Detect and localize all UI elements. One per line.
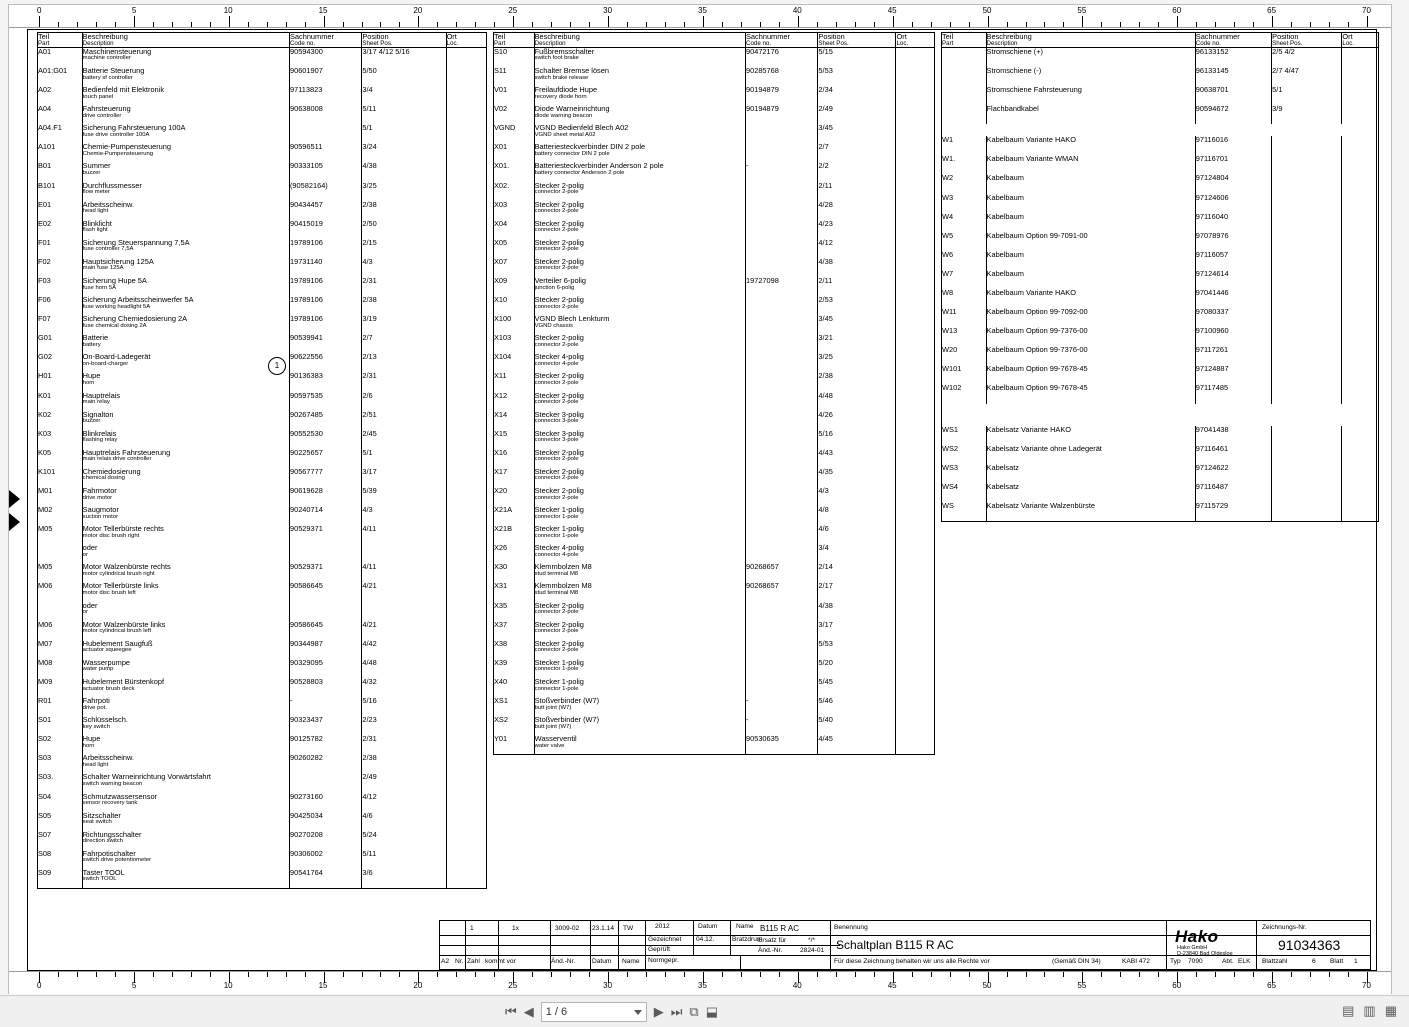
table-row: W101 Kabelbaum Option 99-7678-45 97124887 bbox=[942, 365, 1378, 384]
marker-arrow-bottom bbox=[9, 513, 20, 531]
table-row: Flachbandkabel 90594672 3/9 bbox=[942, 105, 1378, 124]
zeichnungs-nr-value: 91034363 bbox=[1278, 937, 1341, 953]
viewer-toolbar bbox=[0, 995, 1409, 1027]
table-row: Stromschiene (-) 96133145 2/7 4/47 bbox=[942, 67, 1378, 86]
label-geprueft: Geprüft bbox=[648, 946, 670, 953]
table-row: X20 Stecker 2-polig connector 2-pole 4/3 bbox=[494, 487, 934, 506]
table-row: W13 Kabelbaum Option 99-7376-00 97100960 bbox=[942, 327, 1378, 346]
foot-zahl: Zahl bbox=[467, 958, 480, 965]
table-row: X17 Stecker 2-polig connector 2-pole 4/35 bbox=[494, 468, 934, 487]
table-row: S03. Schalter Warneinrichtung Vorwärtsfahrt switch warning beacon 2/49 bbox=[38, 773, 486, 792]
table-row: V01 Freilaufdiode Hupe recovery diode horn 90194879 2/34 bbox=[494, 86, 934, 105]
table-row: X21A Stecker 1-polig connector 1-pole 4/8 bbox=[494, 506, 934, 525]
table-row: X07 Stecker 2-polig connector 2-pole 4/38 bbox=[494, 258, 934, 277]
table-row: X104 Stecker 4-polig connector 4-pole 3/25 bbox=[494, 353, 934, 372]
table-row: W6 Kabelbaum 97116057 bbox=[942, 251, 1378, 270]
table-row: S03 Arbeitsscheinw. head light 90260282 2/38 bbox=[38, 754, 486, 773]
table-row: F06 Sicherung Arbeitsscheinwerfer 5A fuse working headlight 5A 19789106 2/38 bbox=[38, 296, 486, 315]
table-row: A02 Bedienfeld mit Elektronik touch panel 97113823 3/4 bbox=[38, 86, 486, 105]
label-ersatz-fuer: Ersatz für bbox=[758, 937, 787, 944]
label-normgepr: Normgepr. bbox=[648, 957, 679, 964]
gezeichnet-name: Bratzdrum bbox=[732, 936, 763, 943]
table-row: X31 Klemmbolzen M8 stud terminal M8 90268657 2/17 bbox=[494, 582, 934, 601]
table-row: X100 VGND Blech Lenkturm VGND chassis 3/45 bbox=[494, 315, 934, 334]
foot-a2: A2 bbox=[441, 958, 450, 965]
label-name: Name bbox=[736, 923, 754, 930]
table-row: F02 Hauptsicherung 125A main fuse 125A 19731140 4/3 bbox=[38, 258, 486, 277]
table-row: B01 Summer buzzer 90333105 4/38 bbox=[38, 162, 486, 181]
label-benennung: Benennung bbox=[834, 924, 868, 931]
table-row: H01 Hupe horn 90136383 2/31 bbox=[38, 372, 486, 391]
table-row: M05 Motor Walzenbürste rechts motor cylindrical brush right 90529371 4/11 bbox=[38, 563, 486, 582]
label-typ: Typ bbox=[1170, 958, 1181, 965]
table-row: M08 Wasserpumpe water pump 90329095 4/48 bbox=[38, 659, 486, 678]
label-zeichnungs-nr: Zeichnungs-Nr. bbox=[1262, 924, 1307, 931]
table-row: F01 Sicherung Steuerspannung 7,5A fuse controller 7,5A 19789106 2/15 bbox=[38, 239, 486, 258]
table-row: WS4 Kabelsatz 97116487 bbox=[942, 483, 1378, 502]
model: B115 R AC bbox=[760, 924, 799, 933]
next-page-button[interactable]: ▶ bbox=[653, 1004, 664, 1019]
table-row: E01 Arbeitsscheinw. head light 90434457 2/38 bbox=[38, 201, 486, 220]
table-row: X103 Stecker 2-polig connector 2-pole 3/21 bbox=[494, 334, 934, 353]
table-row: F07 Sicherung Chemiedosierung 2A fuse chemical dosing 2A 19789106 3/19 bbox=[38, 315, 486, 334]
blattzahl-value: 6 bbox=[1312, 958, 1316, 965]
parts-table-column-3: Teil Part Beschreibung Description Sachnummer Code no. Position Sheet Pos. Ort Loc. Stromschiene (+) 96133152 2/5 4/2 Stromschiene (-) 96133145 2/7 4/47 Stromschiene Fahrsteuerung 90638701 5/1 Flachbandkabel 90594672 3/9 W1 Kabelbaum Variante HAKO 97116016 W1. Kabelbaum Variante WMAN 97116701 W2 Kabelbaum 97124804 W3 Kabelbaum 97124606 W4 Kabelbaum 97116040 W5 Kabelbaum Option 99-7091-00 97078976 W6 Kabelbaum 97116057 W7 Kabelbaum 97124614 W8 Kabelbaum Variante HAKO 97041446 W11 Kabelbaum Option 99-7092-00 97080337 W13 Kabelbaum Option 99-7376-00 97100960 W20 Kabelbaum Option 99-7376-00 97117261 W101 Kabelbaum Option 99-7678-45 97124887 W102 Kabelbaum Option 99-7678-45 97117485 WS1 Kabelsatz Variante HAKO 97041438 WS2 Kabelsatz Variante ohne Ladegerät 97116461 WS3 Kabelsatz 97124622 WS4 Kabelsatz 97116487 WS Kabelsatz Variante Walzenbürste 97115729 bbox=[941, 32, 1379, 522]
abt-value: ELK bbox=[1238, 958, 1251, 965]
table-row: X35 Stecker 2-polig connector 2-pole 4/38 bbox=[494, 602, 934, 621]
table-row: X21B Stecker 1-polig connector 1-pole 4/6 bbox=[494, 525, 934, 544]
table-row: M01 Fahrmotor drive motor 90619628 5/39 bbox=[38, 487, 486, 506]
foot-nr: Nr. bbox=[455, 958, 464, 965]
table-row: E02 Blinklicht flash light 90415019 2/50 bbox=[38, 220, 486, 239]
ruler-top: 0 5 10 15 20 25 30 35 40 45 50 55 60 65 70 bbox=[9, 5, 1391, 28]
table-row: Stromschiene (+) 96133152 2/5 4/2 bbox=[942, 47, 1378, 67]
change-no: 3009-02 bbox=[555, 925, 580, 932]
table-row: X38 Stecker 2-polig connector 2-pole 5/53 bbox=[494, 640, 934, 659]
table-row: M05 Motor Tellerbürste rechts motor disc brush right 90529371 4/11 bbox=[38, 525, 486, 544]
table-row: W20 Kabelbaum Option 99-7376-00 97117261 bbox=[942, 346, 1378, 365]
table-row: M07 Hubelement Saugfuß actuator squeegee 90344987 4/42 bbox=[38, 640, 486, 659]
label-aend-nr: Änd.-Nr. bbox=[758, 947, 783, 954]
foot-kommt-vor: kommt vor bbox=[485, 958, 516, 965]
page-number-input[interactable] bbox=[541, 1002, 647, 1022]
table-row: S01 Schlüsselsch. key switch 90323437 2/23 bbox=[38, 716, 486, 735]
view-single-page-icon[interactable]: ▤ bbox=[1342, 1003, 1355, 1018]
table-row: M02 Saugmotor suction motor 90240714 4/3 bbox=[38, 506, 486, 525]
foot-datum: Datum bbox=[592, 958, 612, 965]
view-double-page-icon[interactable]: ▥ bbox=[1363, 1003, 1376, 1018]
table-row: X14 Stecker 3-polig connector 3-pole 4/26 bbox=[494, 411, 934, 430]
table-row: B101 Durchflussmesser flow meter (90582164) 3/25 bbox=[38, 182, 486, 201]
norm-note: (Gemäß DIN 34) bbox=[1052, 958, 1101, 965]
table-row: G02 On-Board-Ladegerät on-board-charger 90622556 2/13 bbox=[38, 353, 486, 372]
table-row: X10 Stecker 2-polig connector 2-pole 2/53 bbox=[494, 296, 934, 315]
table-row: X01. Batteriesteckverbinder Anderson 2 pole battery connector Anderson 2 pole - 2/2 bbox=[494, 162, 934, 181]
table-row: X12 Stecker 2-polig connector 2-pole 4/48 bbox=[494, 392, 934, 411]
kabi-note: KABI 472 bbox=[1122, 958, 1150, 965]
table-row: K101 Chemiedosierung chemical dosing 90567777 3/17 bbox=[38, 468, 486, 487]
table-row: WS2 Kabelsatz Variante ohne Ladegerät 97116461 bbox=[942, 445, 1378, 464]
blatt-value: 1 bbox=[1354, 958, 1358, 965]
ersatz-fuer-value: */* bbox=[808, 937, 815, 944]
hako-address: D-23840 Bad Oldesloe bbox=[1177, 951, 1233, 957]
hako-company: Hako GmbH bbox=[1177, 945, 1208, 951]
table-row: M06 Motor Walzenbürste links motor cylindrical brush left 90586645 4/21 bbox=[38, 621, 486, 640]
table-row: K05 Hauptrelais Fahrsteuerung main relais drive controller 90225657 5/1 bbox=[38, 449, 486, 468]
label-abt: Abt. bbox=[1222, 958, 1234, 965]
fit-page-icon[interactable]: ⧉ bbox=[689, 1004, 699, 1019]
table-row: W11 Kabelbaum Option 99-7092-00 97080337 bbox=[942, 308, 1378, 327]
drawing-sheet bbox=[8, 4, 1392, 994]
table-row: oder or bbox=[38, 602, 486, 621]
ruler-bottom: 0 5 10 15 20 25 30 35 40 45 50 55 60 65 70 bbox=[9, 971, 1391, 994]
benennung-value: Schaltplan B115 R AC bbox=[836, 938, 954, 952]
table-row: S07 Richtungsschalter direction switch 90270208 5/24 bbox=[38, 831, 486, 850]
table-row: X04 Stecker 2-polig connector 2-pole 4/23 bbox=[494, 220, 934, 239]
previous-page-button[interactable]: ◀ bbox=[523, 1004, 534, 1019]
table-row: W8 Kabelbaum Variante HAKO 97041446 bbox=[942, 289, 1378, 308]
typ-value: 7090 bbox=[1188, 958, 1203, 965]
marker-arrow-top bbox=[9, 490, 20, 508]
qty: 1x bbox=[512, 925, 519, 932]
table-row: M09 Hubelement Bürstenkopf actuator brush deck 90528803 4/32 bbox=[38, 678, 486, 697]
title-block bbox=[439, 920, 1371, 970]
table-row: W1. Kabelbaum Variante WMAN 97116701 bbox=[942, 155, 1378, 174]
rev-no: 1 bbox=[470, 925, 474, 932]
table-row: S08 Fahrpotischalter switch drive potentiometer 90306002 5/11 bbox=[38, 850, 486, 869]
table-row: X11 Stecker 2-polig connector 2-pole 2/38 bbox=[494, 372, 934, 391]
parts-table-column-1: Teil Part Beschreibung Description Sachnummer Code no. Position Sheet Pos. Ort Loc. A01 Maschinensteuerung machine controller 90594300 3/17 4/12 5/16 A01:G01 Batterie Steuerung battery sf controller 90601907 5/50 A02 Bedienfeld mit Elektronik touch panel 97113823 3/4 A04 Fahrsteuerung drive controller 90638008 5/11 A04.F1 Sicherung Fahrsteuerung 100A fuse drive controller 100A 5/1 A101 Chemie-Pumpensteuerung Chemie-Pumpensteuerung 90596511 3/24 B01 Summer buzzer 90333105 4/38 B101 Durchflussmesser flow meter (90582164) 3/25 E01 Arbeitsscheinw. head light 90434457 2/38 E02 Blinklicht flash light 90415019 2/50 F01 Sicherung Steuerspannung 7,5A fuse controller 7,5A 19789106 2/15 F02 Hauptsicherung 125A main fuse 125A 19731140 4/3 F03 Sicherung Hupe 5A fuse horn 5A 19789106 2/31 F06 Sicherung Arbeitsscheinwerfer 5A fuse working headlight 5A 19789106 2/38 F07 Sicherung Chemiedosierung 2A fuse chemical dosing 2A 19789106 3/19 G01 Batterie battery 90539941 2/7 G02 On-Board-Ladegerät on-board-charger 90622556 2/13 H01 Hupe horn 90136383 2/31 K01 Hauptrelais main relay 90597535 2/6 K02 Signalton buzzer 90267485 2/51 K03 Blinkrelais flashing relay 90552530 2/45 K05 Hauptrelais Fahrsteuerung main relais drive controller 90225657 5/1 K101 Chemiedosierung chemical dosing 90567777 3/17 M01 Fahrmotor drive motor 90619628 5/39 M02 Saugmotor suction motor 90240714 4/3 M05 Motor Tellerbürste rechts motor disc brush right 90529371 4/11 oder or M05 Motor Walzenbürste rechts motor cylindrical brush right 90529371 4/11 M06 Motor Tellerbürste links motor disc brush left 90586645 4/21 oder or M06 Motor Walzenbürste links motor cylindrical brush left 90586645 4/21 M07 Hubelement Saugfuß actuator squeegee 90344987 4/42 M08 Wasserpumpe water pump 90329095 4/48 M09 Hubelement Bürstenkopf actuator brush deck 90528803 4/32 R01 Fahrpoti drive pot. - 5/16 S01 Schlüsselsch. key switch 90323437 2/23 S02 Hupe horn 90125782 2/31 S03 Arbeitsscheinw. head light 90260282 2/38 S03. Schalter Warneinrichtung Vorwärtsfahrt switch warning beacon 2/49 S04 Schmutzwassersensor sensor recovery tank 90273160 4/12 S05 Sitzschalter seat switch 90425034 4/6 S07 Richtungsschalter direction switch 90270208 5/24 S08 Fahrpotischalter switch drive potentiometer 90306002 5/11 S09 Taster TOOL switch TOOL 90541764 3/6 bbox=[37, 32, 487, 889]
table-row: K01 Hauptrelais main relay 90597535 2/6 bbox=[38, 392, 486, 411]
label-datum: Datum bbox=[698, 923, 718, 930]
change-date: 23.1.14 bbox=[592, 925, 614, 932]
table-row: X16 Stecker 2-polig connector 2-pole 4/43 bbox=[494, 449, 934, 468]
table-row: W1 Kabelbaum Variante HAKO 97116016 bbox=[942, 136, 1378, 155]
table-row: S10 Fußbremsschalter switch foot brake 90472176 5/15 bbox=[494, 47, 934, 67]
table-row: W4 Kabelbaum 97116040 bbox=[942, 213, 1378, 232]
table-row: A01:G01 Batterie Steuerung battery sf controller 90601907 5/50 bbox=[38, 67, 486, 86]
table-row: A101 Chemie-Pumpensteuerung Chemie-Pumpensteuerung 90596511 3/24 bbox=[38, 143, 486, 162]
table-row: X26 Stecker 4-polig connector 4-pole 3/4 bbox=[494, 544, 934, 563]
chevron-down-icon[interactable] bbox=[634, 1010, 642, 1015]
table-row: X03 Stecker 2-polig connector 2-pole 4/28 bbox=[494, 201, 934, 220]
table-row: V02 Diode Warneinrichtung diode warning beacon 90194879 2/49 bbox=[494, 105, 934, 124]
table-row: XS2 Stoßverbinder (W7) butt joint (W7) - 5/40 bbox=[494, 716, 934, 735]
first-page-button[interactable]: ⏮ bbox=[505, 1004, 517, 1019]
table-row: A01 Maschinensteuerung machine controller 90594300 3/17 4/12 5/16 bbox=[38, 47, 486, 67]
table-row: S02 Hupe horn 90125782 2/31 bbox=[38, 735, 486, 754]
table-row: K03 Blinkrelais flashing relay 90552530 2/45 bbox=[38, 430, 486, 449]
table-row: WS1 Kabelsatz Variante HAKO 97041438 bbox=[942, 426, 1378, 445]
table-row: X30 Klemmbolzen M8 stud terminal M8 90268657 2/14 bbox=[494, 563, 934, 582]
table-row: G01 Batterie battery 90539941 2/7 bbox=[38, 334, 486, 353]
hako-logo: Hako bbox=[1175, 927, 1219, 946]
table-row: F03 Sicherung Hupe 5A fuse horn 5A 19789106 2/31 bbox=[38, 277, 486, 296]
table-row: S04 Schmutzwassersensor sensor recovery tank 90273160 4/12 bbox=[38, 793, 486, 812]
table-row: VGND VGND Bedienfeld Blech A02 VGND sheet metal A02 3/45 bbox=[494, 124, 934, 143]
table-row: X15 Stecker 3-polig connector 3-pole 5/16 bbox=[494, 430, 934, 449]
table-row: W7 Kabelbaum 97124614 bbox=[942, 270, 1378, 289]
table-row: W2 Kabelbaum 97124804 bbox=[942, 174, 1378, 193]
page-number-value: 1 / 6 bbox=[545, 1006, 568, 1018]
table-row: X40 Stecker 1-polig connector 1-pole 5/45 bbox=[494, 678, 934, 697]
table-row: WS3 Kabelsatz 97124622 bbox=[942, 464, 1378, 483]
table-row: Y01 Wasserventil water valve 90530635 4/45 bbox=[494, 735, 934, 754]
callout-marker-1: 1 bbox=[268, 357, 286, 375]
table-row: S11 Schalter Bremse lösen switch brake release 90285768 5/53 bbox=[494, 67, 934, 86]
table-row: W5 Kabelbaum Option 99-7091-00 97078976 bbox=[942, 232, 1378, 251]
foot-aend-nr: Änd.-Nr. bbox=[551, 958, 576, 965]
label-gezeichnet: Gezeichnet bbox=[648, 936, 682, 943]
table-row: R01 Fahrpoti drive pot. - 5/16 bbox=[38, 697, 486, 716]
aend-nr-value: 2824-01 bbox=[800, 947, 825, 954]
table-row: XS1 Stoßverbinder (W7) butt joint (W7) - 5/46 bbox=[494, 697, 934, 716]
table-row: Stromschiene Fahrsteuerung 90638701 5/1 bbox=[942, 86, 1378, 105]
year: 2012 bbox=[655, 923, 670, 930]
table-row: X09 Verteiler 6-polig junction 6-polig 19727098 2/11 bbox=[494, 277, 934, 296]
label-blattzahl: Blattzahl bbox=[1262, 958, 1288, 965]
table-row: A04 Fahrsteuerung drive controller 90638008 5/11 bbox=[38, 105, 486, 124]
parts-table-column-2: Teil Part Beschreibung Description Sachnummer Code no. Position Sheet Pos. Ort Loc. S10 Fußbremsschalter switch foot brake 90472176 5/15 S11 Schalter Bremse lösen switch brake release 90285768 5/53 V01 Freilaufdiode Hupe recovery diode horn 90194879 2/34 V02 Diode Warneinrichtung diode warning beacon 90194879 2/49 VGND VGND Bedienfeld Blech A02 VGND sheet metal A02 3/45 X01 Batteriesteckverbinder DIN 2 pole battery connector DIN 2 pole 2/7 X01. Batteriesteckverbinder Anderson 2 pole battery connector Anderson 2 pole - 2/2 X02. Stecker 2-polig connector 2-pole 2/11 X03 Stecker 2-polig connector 2-pole 4/28 X04 Stecker 2-polig connector 2-pole 4/23 X05 Stecker 2-polig connector 2-pole 4/12 X07 Stecker 2-polig connector 2-pole 4/38 X09 Verteiler 6-polig junction 6-polig 19727098 2/11 X10 Stecker 2-polig connector 2-pole 2/53 X100 VGND Blech Lenkturm VGND chassis 3/45 X103 Stecker 2-polig connector 2-pole 3/21 X104 Stecker 4-polig connector 4-pole 3/25 X11 Stecker 2-polig connector 2-pole 2/38 X12 Stecker 2-polig connector 2-pole 4/48 X14 Stecker 3-polig connector 3-pole 4/26 X15 Stecker 3-polig connector 3-pole 5/16 X16 Stecker 2-polig connector 2-pole 4/43 X17 Stecker 2-polig connector 2-pole 4/35 X20 Stecker 2-polig connector 2-pole 4/3 X21A Stecker 1-polig connector 1-pole 4/8 X21B Stecker 1-polig connector 1-pole 4/6 X26 Stecker 4-polig connector 4-pole 3/4 X30 Klemmbolzen M8 stud terminal M8 90268657 2/14 X31 Klemmbolzen M8 stud terminal M8 90268657 2/17 X35 Stecker 2-polig connector 2-pole 4/38 X37 Stecker 2-polig connector 2-pole 3/17 X38 Stecker 2-polig connector 2-pole 5/53 X39 Stecker 1-polig connector 1-pole 5/20 X40 Stecker 1-polig connector 1-pole 5/45 XS1 Stoßverbinder (W7) butt joint (W7) - 5/46 XS2 Stoßverbinder (W7) butt joint (W7) - 5/40 Y01 Wasserventil water valve 90530635 4/45 bbox=[493, 32, 935, 755]
table-row: W3 Kabelbaum 97124606 bbox=[942, 194, 1378, 213]
view-thumbnails-icon[interactable]: ▦ bbox=[1384, 1003, 1397, 1018]
table-row: M06 Motor Tellerbürste links motor disc brush left 90586645 4/21 bbox=[38, 582, 486, 601]
table-row: X02. Stecker 2-polig connector 2-pole 2/11 bbox=[494, 182, 934, 201]
table-row: K02 Signalton buzzer 90267485 2/51 bbox=[38, 411, 486, 430]
table-row: X37 Stecker 2-polig connector 2-pole 3/17 bbox=[494, 621, 934, 640]
copyright-note: Für diese Zeichnung behalten wir uns alle Rechte vor bbox=[834, 958, 990, 965]
table-row: oder or bbox=[38, 544, 486, 563]
table-row: WS Kabelsatz Variante Walzenbürste 97115729 bbox=[942, 502, 1378, 521]
table-row: W102 Kabelbaum Option 99-7678-45 97117485 bbox=[942, 384, 1378, 403]
foot-name: Name bbox=[622, 958, 640, 965]
label-blatt: Blatt bbox=[1330, 958, 1344, 965]
fit-width-icon[interactable]: ⬓ bbox=[705, 1004, 718, 1019]
table-row: X39 Stecker 1-polig connector 1-pole 5/20 bbox=[494, 659, 934, 678]
change-name: TW bbox=[623, 925, 634, 932]
table-row: S05 Sitzschalter seat switch 90425034 4/6 bbox=[38, 812, 486, 831]
table-row: S09 Taster TOOL switch TOOL 90541764 3/6 bbox=[38, 869, 486, 888]
table-row: A04.F1 Sicherung Fahrsteuerung 100A fuse drive controller 100A 5/1 bbox=[38, 124, 486, 143]
table-row: X01 Batteriesteckverbinder DIN 2 pole battery connector DIN 2 pole 2/7 bbox=[494, 143, 934, 162]
table-row: X05 Stecker 2-polig connector 2-pole 4/12 bbox=[494, 239, 934, 258]
gezeichnet-date: 04.12. bbox=[696, 936, 715, 943]
last-page-button[interactable]: ⏭ bbox=[670, 1004, 683, 1019]
